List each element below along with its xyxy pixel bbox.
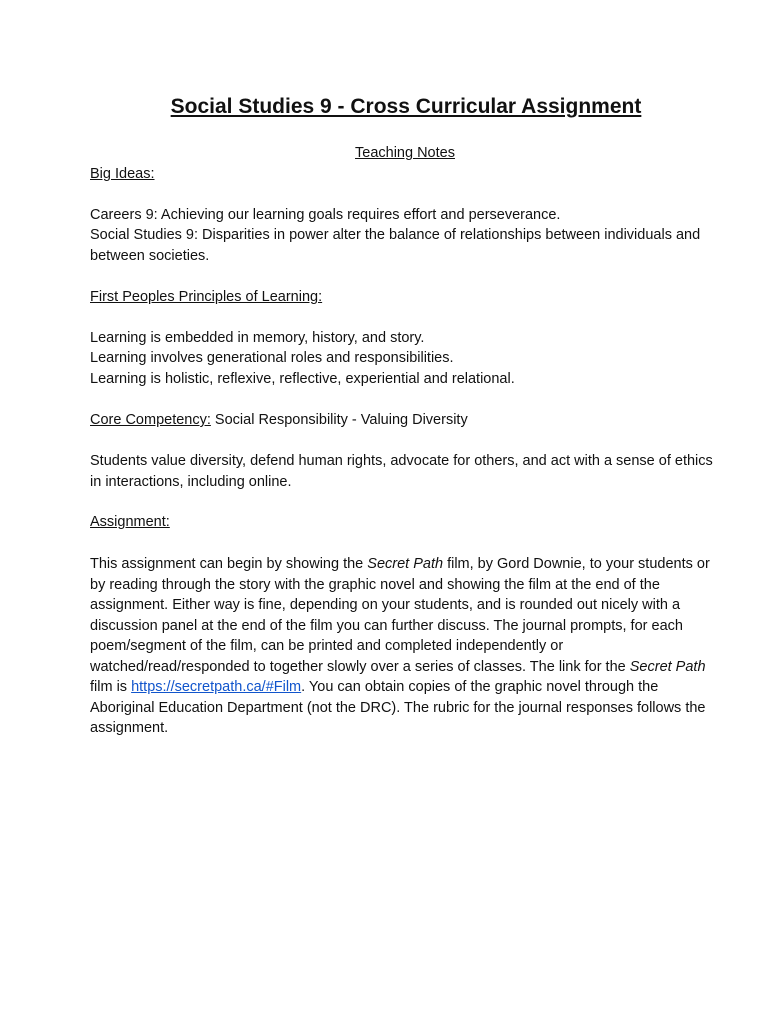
film-title-2: Secret Path	[629, 658, 706, 675]
big-idea-social-studies: Social Studies 9: Disparities in power alter the balance of relationships between individuals and between societies.	[90, 227, 701, 264]
big-ideas-heading-text: Big Ideas:	[90, 166, 155, 182]
assignment-text-1: This assignment can begin by showing the	[90, 556, 368, 572]
first-peoples-heading	[90, 287, 720, 308]
document-title: Social Studies 9 - Cross Curricular Assignment	[170, 95, 642, 118]
principle-holistic: Learning is holistic, reflexive, reflective, experiential and relational.	[90, 371, 515, 387]
film-title-1: Secret Path	[367, 556, 444, 572]
assignment-text-2: film, by Gord Downie, to your students or by reading through the story with the graphic novel and showing the film at the end of the assignment. Either way is fine, depending on your students, and is rounded out nicely with a discussion panel at the end of the film you can further discuss. The journal prompts, for each poem/segment of the film, can be printed and completed independently or watched/read/responded to together slowly over a series of classes. The link for the	[90, 556, 710, 675]
core-competency-description: Students value diversity, defend human rights, advocate for others, and act with a sense of ethics in interactions, including online.	[90, 453, 713, 490]
teaching-notes-subtitle	[90, 143, 720, 164]
assignment-heading	[90, 512, 720, 533]
principle-memory: Learning is embedded in memory, history, and story.	[90, 330, 425, 346]
principle-generational: Learning involves generational roles and responsibilities.	[90, 350, 454, 366]
big-ideas-heading	[90, 164, 720, 185]
assignment-paragraph	[90, 554, 720, 739]
assignment-heading-text: Assignment:	[90, 514, 170, 530]
core-competency-label: Core Competency:	[90, 412, 211, 428]
assignment-text-4: . You can obtain copies of the graphic novel through the Aboriginal Education Department (not the DRC). The rubric for the journal responses follows the assignment.	[90, 679, 706, 736]
core-competency-line	[90, 410, 720, 431]
teaching-notes-text: Teaching Notes	[355, 145, 455, 161]
first-peoples-heading-text: First Peoples Principles of Learning:	[90, 289, 323, 305]
big-idea-careers: Careers 9: Achieving our learning goals requires effort and perseverance.	[90, 207, 561, 223]
core-competency-value: Social Responsibility - Valuing Diversity	[210, 412, 468, 428]
secret-path-link[interactable]: https://secretpath.ca/#Film	[131, 679, 302, 695]
assignment-text-3: film is	[90, 679, 132, 695]
